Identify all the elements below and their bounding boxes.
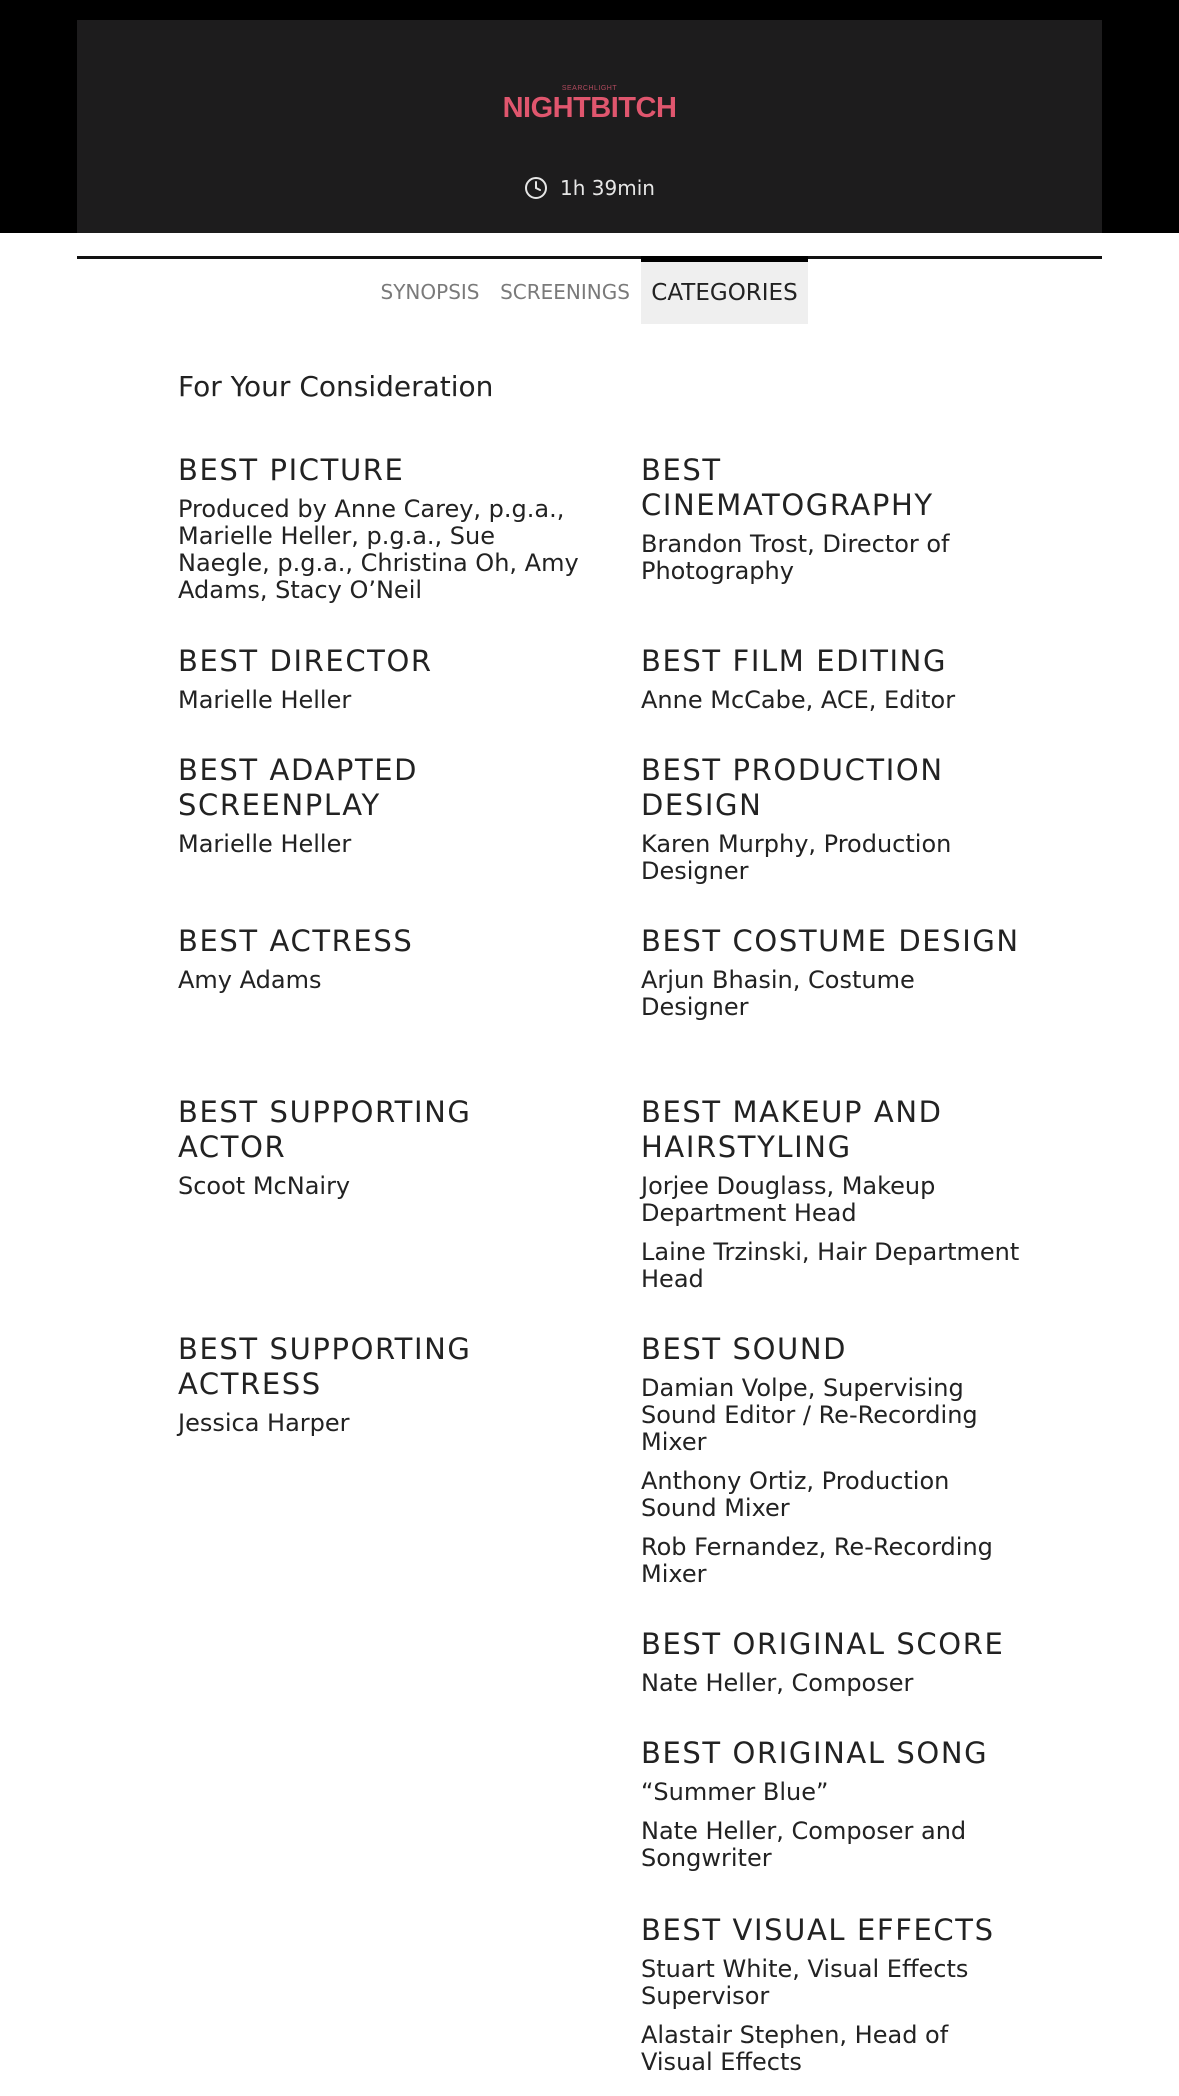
nominee: Anne McCabe, ACE, Editor: [641, 686, 956, 714]
category-best-cinematography: [641, 453, 1021, 585]
category-best-original-song: [641, 1736, 1021, 1872]
nominee: Amy Adams: [178, 966, 322, 994]
nominee: Nate Heller, Composer and Songwriter: [641, 1817, 967, 1872]
section-title: For Your Consideration: [178, 370, 494, 403]
category-title: BEST PRODUCTION DESIGN: [641, 753, 944, 822]
clock-icon: [524, 176, 548, 200]
studio-label: SEARCHLIGHT: [561, 85, 618, 92]
category-title: BEST DIRECTOR: [178, 644, 433, 678]
tab-bar: [0, 259, 1179, 324]
nominee: Rob Fernandez, Re-Recording Mixer: [641, 1533, 993, 1588]
runtime-text: 1h 39min: [560, 176, 655, 200]
nominee: Arjun Bhasin, Costume Designer: [641, 966, 915, 1021]
category-title: BEST COSTUME DESIGN: [641, 924, 1020, 958]
nominee: Jorjee Douglass, Makeup Department Head: [641, 1172, 936, 1227]
category-best-original-score: [641, 1627, 1021, 1697]
nominee: Marielle Heller: [178, 686, 352, 714]
category-best-makeup-hairstyling: [641, 1095, 1021, 1293]
nominee: Brandon Trost, Director of Photography: [641, 530, 950, 585]
nominee: Stuart White, Visual Effects Supervisor: [641, 1955, 969, 2010]
nominee: Alastair Stephen, Head of Visual Effects: [641, 2021, 949, 2076]
category-title: BEST ACTRESS: [178, 924, 414, 958]
film-title: NIGHTBITCH: [502, 92, 677, 124]
hero-banner: [0, 0, 1179, 233]
category-best-supporting-actress: [178, 1332, 588, 1437]
runtime: [77, 176, 1102, 200]
nominee: Produced by Anne Carey, p.g.a., Marielle Heller, p.g.a., Sue Naegle, p.g.a., Christina Oh, Amy Adams, Stacy O’Neil: [178, 495, 579, 604]
category-title: BEST VISUAL EFFECTS: [641, 1913, 995, 1947]
category-best-actress: [178, 924, 588, 994]
nominee: Laine Trzinski, Hair Department Head: [641, 1238, 1020, 1293]
nominee: Damian Volpe, Supervising Sound Editor / Re-Recording Mixer: [641, 1374, 978, 1456]
nominee: Nate Heller, Composer: [641, 1669, 914, 1697]
category-best-supporting-actor: [178, 1095, 588, 1200]
tab-screenings[interactable]: SCREENINGS: [500, 279, 630, 304]
category-title: BEST FILM EDITING: [641, 644, 948, 678]
tab-synopsis[interactable]: SYNOPSIS: [380, 279, 480, 304]
category-best-production-design: [641, 753, 1021, 885]
category-title: BEST ORIGINAL SCORE: [641, 1627, 1005, 1661]
category-title: BEST SUPPORTING ACTRESS: [178, 1332, 472, 1401]
category-best-picture: [178, 453, 588, 604]
category-title: BEST ADAPTED SCREENPLAY: [178, 753, 419, 822]
nominee: Karen Murphy, Production Designer: [641, 830, 952, 885]
category-best-sound: [641, 1332, 1021, 1588]
category-best-director: [178, 644, 588, 714]
film-logo: [77, 84, 1102, 123]
category-best-adapted-screenplay: [178, 753, 588, 858]
category-best-costume-design: [641, 924, 1021, 1021]
nominee: Anthony Ortiz, Production Sound Mixer: [641, 1467, 950, 1522]
nominee: “Summer Blue”: [641, 1778, 829, 1806]
category-title: BEST PICTURE: [178, 453, 405, 487]
nominee: Jessica Harper: [178, 1409, 350, 1437]
category-title: BEST SUPPORTING ACTOR: [178, 1095, 472, 1164]
hero-panel: [77, 20, 1102, 233]
category-title: BEST CINEMATOGRAPHY: [641, 453, 934, 522]
nominee: Scoot McNairy: [178, 1172, 351, 1200]
tab-categories[interactable]: CATEGORIES: [641, 256, 808, 324]
category-title: BEST MAKEUP AND HAIRSTYLING: [641, 1095, 943, 1164]
category-title: BEST SOUND: [641, 1332, 848, 1366]
category-best-film-editing: [641, 644, 1021, 714]
category-title: BEST ORIGINAL SONG: [641, 1736, 989, 1770]
nominee: Marielle Heller: [178, 830, 352, 858]
category-best-visual-effects: [641, 1913, 1021, 2076]
